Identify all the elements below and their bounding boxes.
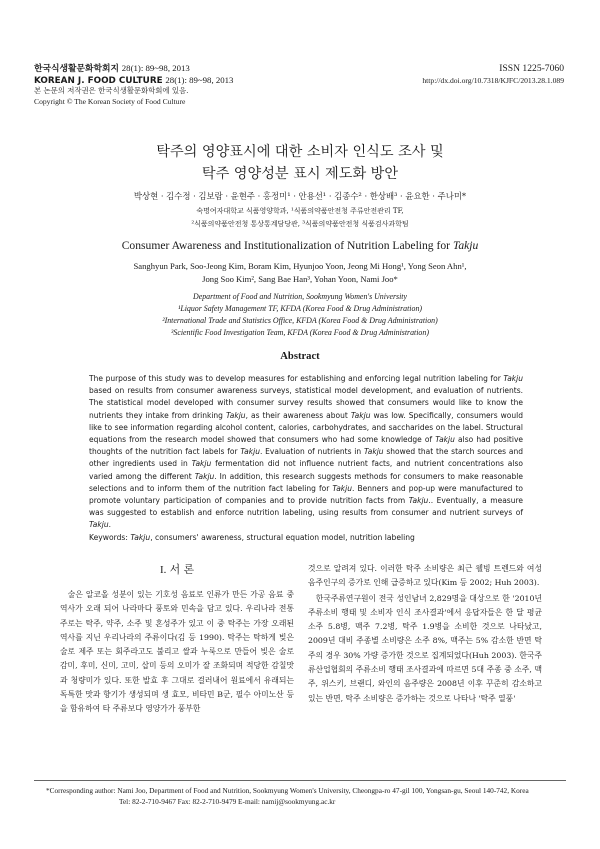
copyright-notice-ko: 본 논문의 저작권은 한국식생활문화학회에 있음. — [34, 86, 189, 95]
body-paragraph: 것으로 알려져 있다. 이러한 탁주 소비량은 최근 웰빙 트렌드와 여성 음주인구의 증가로 인해 급증하고 있다(Kim 등 2002; Huh 2003). — [308, 564, 542, 588]
body-paragraph: 한국주류연구원이 전국 성인남녀 2,829명을 대상으로 한 '2010년 주류소비 행태 및 소비자 인식 조사결과'에서 응답자들은 한 달 평균 소주 5.8병, 맥주 7.2병, 탁주 1.9병을 소비한 것으로 나타났고, 2009년 대비 주종별 소비량은 소주 8%, 맥주는 5% 감소한 반면 탁주의 경우 30% 가량 증가한 것으로 집계되었다(Huh 2003). 한국주류산업협회의 주류소비 행태 조사결과에 따르면 5대 주종 중 소주, 맥주, 위스키, 브랜디, 와인의 음주량은 2008년 이후 꾸준히 감소하고 있는 반면, 탁주 소비량은 증가하는 것으로 나타나 '탁주 열풍' — [308, 593, 542, 703]
title-en — [0, 239, 600, 252]
abstract-body — [89, 373, 523, 532]
keywords — [89, 533, 529, 542]
abstract-text: . Evaluation of nutrients in — [259, 447, 364, 457]
abstract-italic-term: Takju — [89, 520, 109, 530]
abstract-italic-term: Takju — [363, 447, 384, 457]
affiliation-en: ³Scientific Food Investigation Team, KFDA (Korea Food & Drug Administration) — [171, 328, 429, 337]
body-column-right — [308, 562, 542, 706]
abstract-text: . Benners and pop-up were manufactured to promote voluntary participation of companies and to provide nutrition facts from — [89, 483, 523, 506]
affiliation-en: ¹Liquor Safety Management TF, KFDA (Korea Food & Drug Administration) — [177, 304, 423, 313]
corresponding-author-footnote — [46, 785, 566, 807]
title-ko-line2: 탁주 영양성분 표시 제도화 방안 — [201, 166, 399, 182]
authors-ko: 박상현 · 김수정 · 김보람 · 윤현주 · 홍정미¹ · 안용선¹ · 김종수² · 한상배³ · 윤요한 · 주나미* — [133, 191, 467, 201]
abstract-italic-term: Takju — [332, 483, 352, 493]
abstract-italic-term: Takju — [225, 410, 246, 420]
abstract-text: The purpose of this study was to develop measures for establishing and enforcing legal nutrition labeling for — [89, 374, 504, 383]
abstract-text: showed that the starch sources and other ingredients used in — [89, 447, 524, 469]
affiliation-en: Department of Food and Nutrition, Sookmyung Women's University — [193, 292, 407, 301]
abstract-text: , as their awareness about — [245, 410, 351, 420]
abstract-italic-term: Takju — [194, 471, 215, 481]
keywords-list: , consumers' awareness, structural equation model, nutrition labeling — [150, 533, 415, 542]
title-ko-line1: 탁주의 영양표시에 대한 소비자 인식도 조사 및 — [156, 144, 444, 160]
abstract-text: .. Eventually, a measure was suggested to establish and enforce nutrition labeling, using results from consumer and nutrient surveys of — [89, 496, 523, 518]
abstract-text: based on results from consumer awareness surveys, statistical model development, and evaluation of nutrients. The statistical model developed with consumer survey results showed that consumers would like to know the nutrients they intake from drinking — [89, 386, 523, 420]
journal-name-ko: 한국식생활문화학회지 — [34, 64, 119, 74]
authors-en-line2: Jong Soo Kim², Sang Bae Han³, Yohan Yoon, Nami Joo* — [202, 274, 398, 284]
affiliation-ko-line2: ²식품의약품안전청 통상통계담당관, ³식품의약품안전청 식품검사과학팀 — [191, 220, 409, 228]
abstract-text: fermentation did not influence nutrient facts, and nutrient concentrations also varied among the different — [89, 459, 523, 481]
authors-en-line1: Sanghyun Park, Soo-Jeong Kim, Boram Kim, Hyunjoo Yoon, Jeong Mi Hong¹, Yong Seon Ahn¹, — [133, 261, 467, 271]
journal-name-ko-line — [34, 63, 394, 75]
journal-header — [34, 63, 394, 107]
abstract-heading: Abstract — [280, 351, 320, 362]
affiliation-en: ²International Trade and Statistics Office, KFDA (Korea Food & Drug Administration) — [162, 316, 438, 325]
body-column-left — [60, 562, 294, 717]
abstract-italic-term: Takju — [435, 435, 455, 445]
abstract-italic-term: Takju — [408, 496, 429, 506]
abstract-text: also had positive thoughts of the nutrition fact labels for — [89, 435, 523, 457]
issn-block — [422, 63, 564, 87]
keywords-label: Keywords: — [89, 533, 128, 542]
affiliation-ko-line1: 숙명여자대학교 식품영양학과, ¹식품의약품안전청 주류안전관리 TF, — [196, 207, 404, 215]
section-heading — [60, 562, 294, 580]
body-paragraph: 술은 알코올 성분이 있는 기호성 음료로 인류가 만든 가공 음료 중 역사가 오래 되어 나라마다 풍토와 민속을 담고 있다. 우리나라 전통주로는 탁주, 약주, 소주 및 혼성주가 있고 이 중 탁주는 가장 오래된 역사를 지닌 우리나라의 주류이다(김 등 1990). 탁주는 탁하게 빚은 술로 제주 또는 회주라고도 불리고 쌀과 누룩으로 만들어 빚은 술로 감미, 후미, 신미, 고미, 삽미 등의 오미가 잘 조화되며 적당한 감칠맛과 청량미가 있다. 또한 발효 후 그대로 걸러내어 원료에서 유래되는 독특한 맛과 향기가 생성되며 생 효모, 비타민 B군, 필수 아미노산 등을 함유하여 타 주류보다 영양가가 풍부한 — [60, 590, 294, 714]
abstract-italic-term: Takju — [503, 374, 523, 383]
journal-name-en: KOREAN J. FOOD CULTURE — [34, 75, 163, 86]
section-number: I. — [159, 564, 167, 576]
journal-issue-ko: 28(1): 89~98, 2013 — [121, 63, 190, 73]
keywords-italic-term: Takju — [130, 533, 151, 542]
title-en-italic: Takju — [452, 239, 479, 252]
section-title: 서 론 — [169, 563, 195, 576]
journal-name-en-line — [34, 75, 394, 87]
footnote-divider — [34, 780, 566, 781]
abstract-italic-term: Takju — [350, 410, 371, 420]
copyright-line: Copyright © The Korean Society of Food Culture — [34, 96, 186, 106]
title-en-text: Consumer Awareness and Institutionalization of Nutrition Labeling for — [121, 239, 453, 252]
footnote-contact: Tel: 82-2-710-9467 Fax: 82-2-710-9479 E-mail: namij@sookmyung.ac.kr — [119, 797, 336, 806]
journal-issue-en: 28(1): 89~98, 2013 — [165, 74, 234, 85]
doi-link[interactable]: http://dx.doi.org/10.7318/KJFC/2013.28.1.089 — [422, 76, 564, 85]
abstract-text: . In addition, this research suggests methods for consumers to make reasonable selections and to inform them of the nutrition fact labeling for — [89, 471, 523, 493]
abstract-text: . — [108, 520, 111, 530]
issn: ISSN 1225-7060 — [499, 63, 564, 74]
abstract-italic-term: Takju — [240, 447, 260, 457]
footnote-line1: *Corresponding author: Nami Joo, Department of Food and Nutrition, Sookmyung Women's University, Cheongpa-ro 47-gil 100, Yongsan-gu, Seoul 140-742, Korea — [46, 786, 529, 795]
abstract-italic-term: Takju — [191, 459, 212, 469]
abstract-text: was low. Specifically, consumers would like to see information regarding alcohol content, calories, carbohydrates, and saccharides on the label. Structural equations from the research model showed that consumers who had some knowledge of — [89, 410, 523, 445]
